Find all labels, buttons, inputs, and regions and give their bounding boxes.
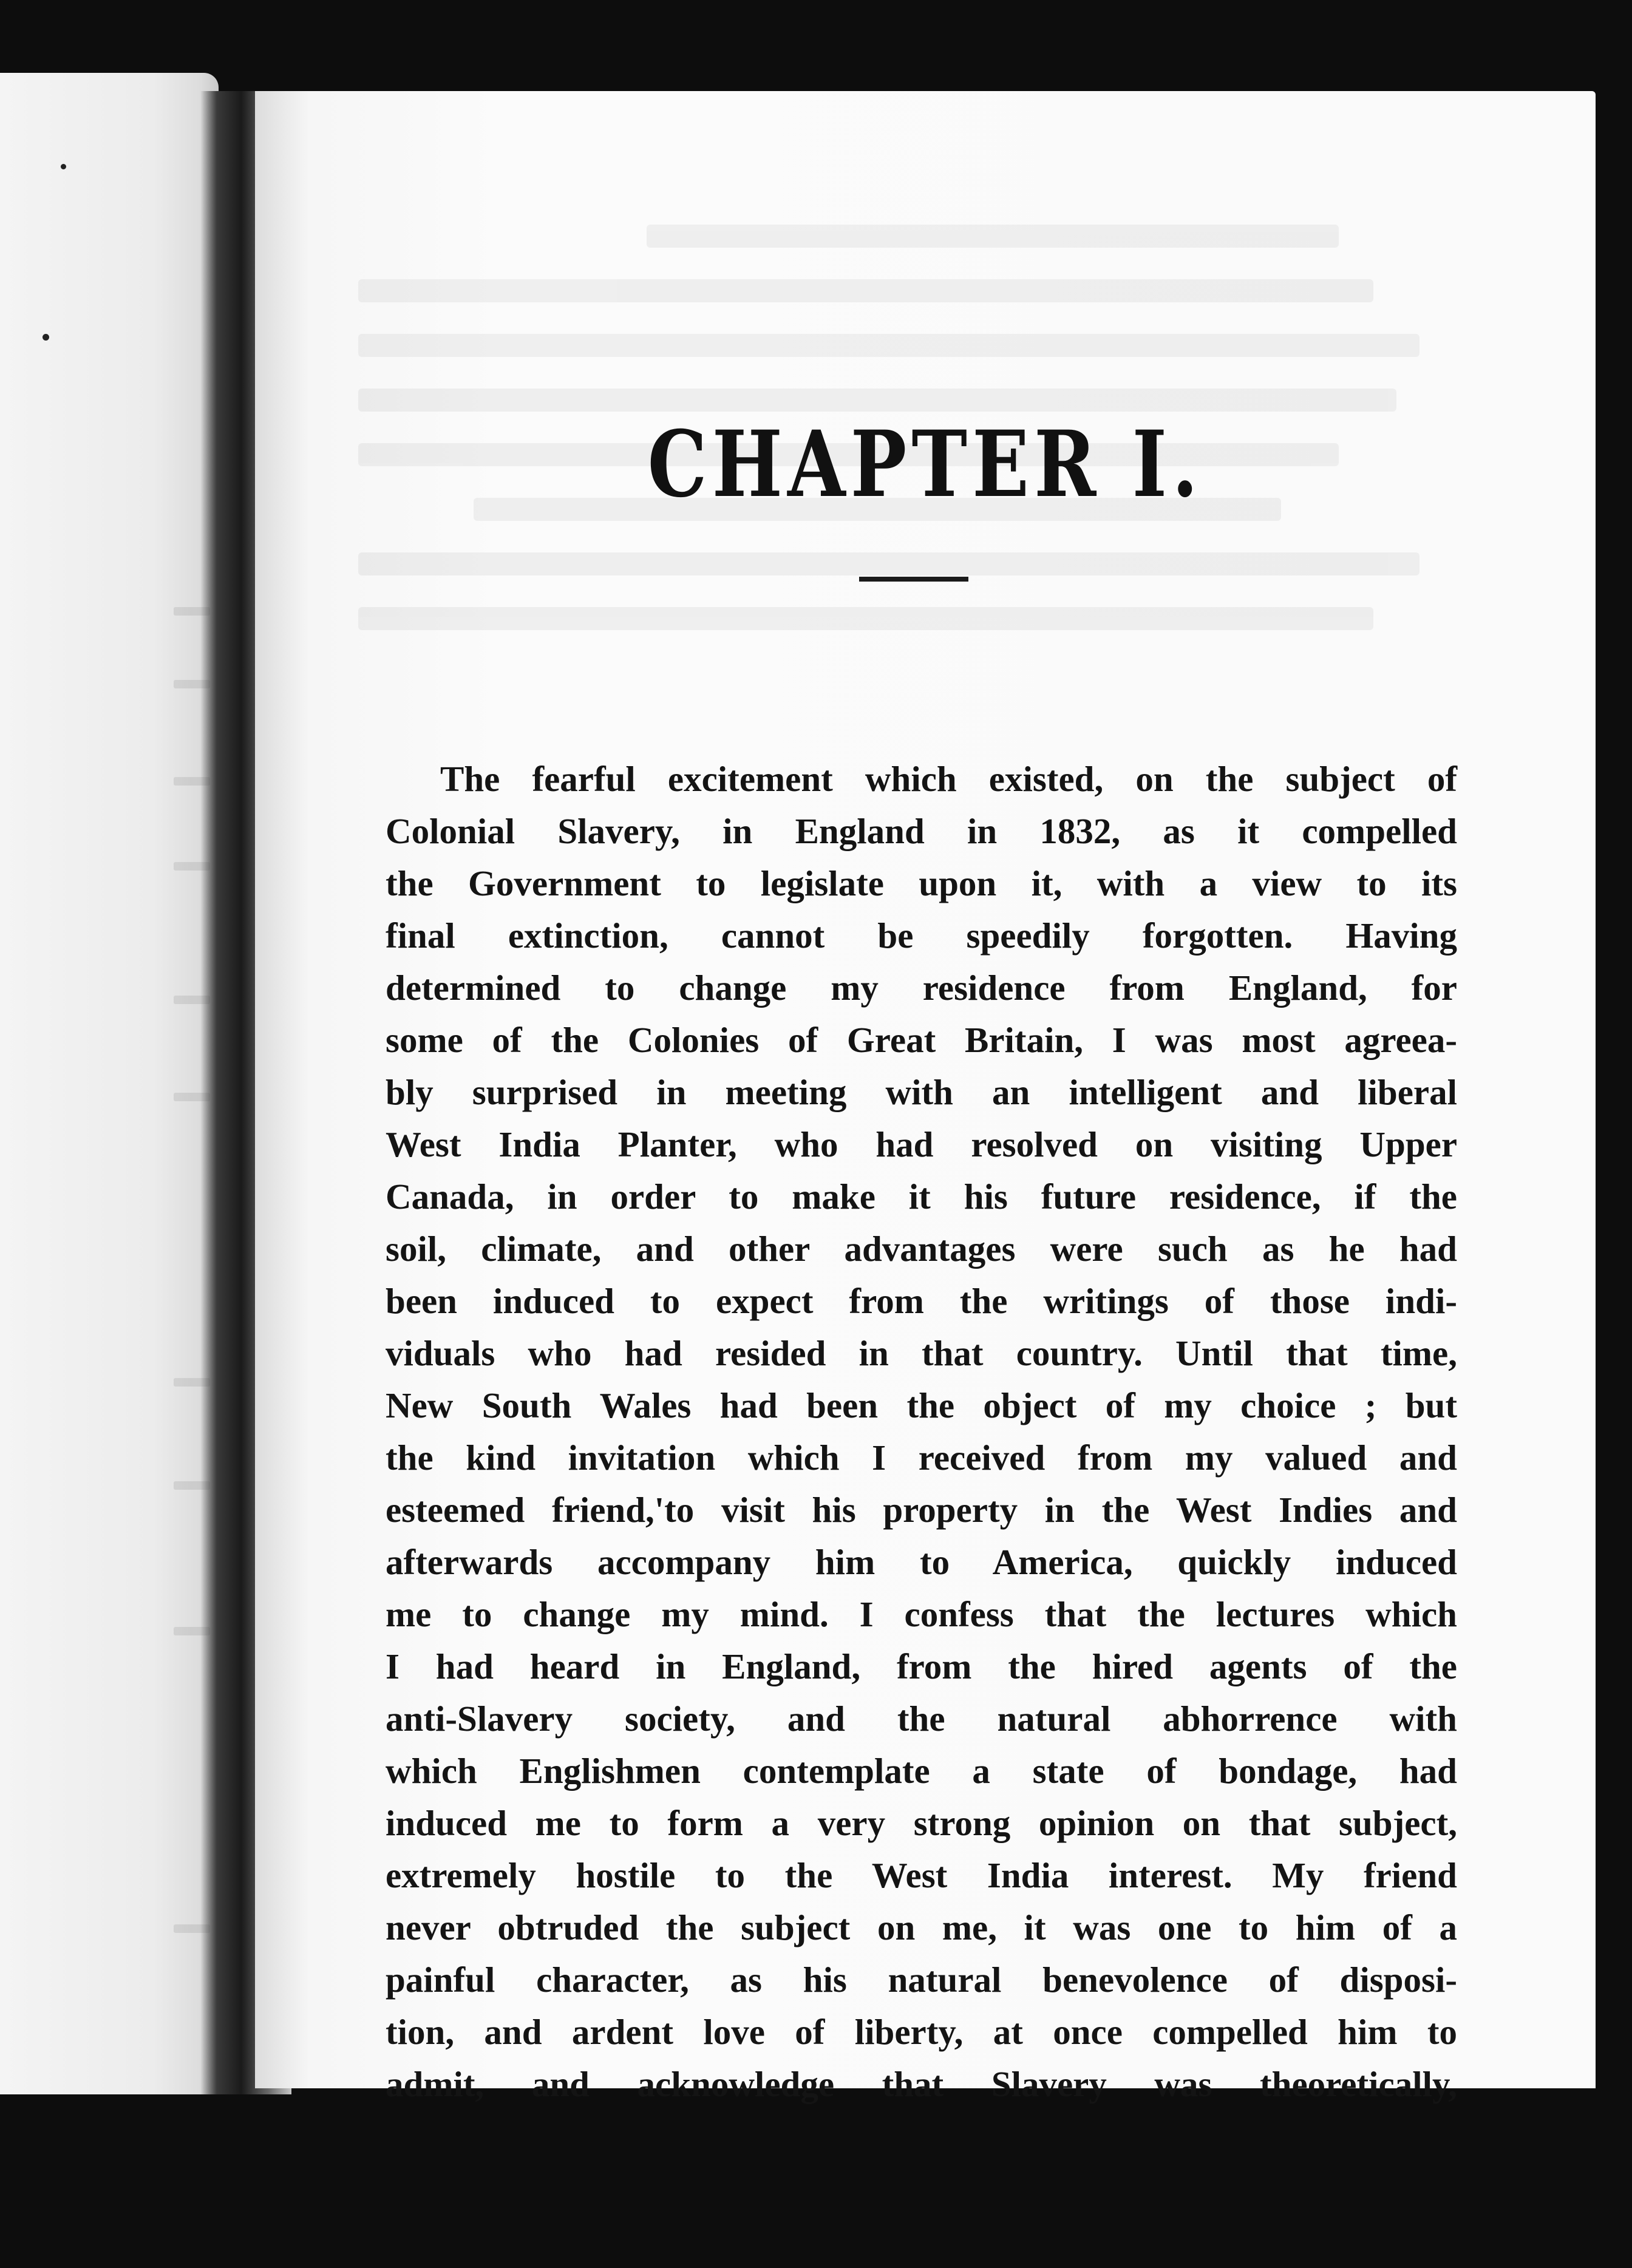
text-line: Colonial Slavery, in England in 1832, as it compelled <box>386 811 1457 851</box>
text-line: afterwards accompany him to America, quickly induced <box>386 1542 1457 1582</box>
text-line: the kind invitation which I received from my valued and <box>386 1438 1457 1478</box>
text-line: I had heard in England, from the hired agents of the <box>386 1646 1457 1686</box>
text-line: never obtruded the subject on me, it was one to him of a <box>386 1907 1457 1947</box>
text-line: me to change my mind. I confess that the lectures which <box>386 1594 1457 1634</box>
text-line: tion, and ardent love of liberty, at once compelled him to <box>386 2012 1457 2052</box>
text-line: soil, climate, and other advantages were such as he had <box>386 1229 1457 1269</box>
chapter-heading: CHAPTER I. <box>647 411 1203 518</box>
ink-speck <box>42 334 49 341</box>
book-page <box>255 91 1596 2104</box>
text-line: viduals who had resided in that country. Until that time, <box>386 1333 1457 1373</box>
text-line: which Englishmen contemplate a state of bondage, had <box>386 1751 1457 1791</box>
text-line: extremely hostile to the West India interest. My friend <box>386 1855 1457 1895</box>
text-line: bly surprised in meeting with an intelligent and liberal <box>386 1072 1457 1112</box>
text-line: anti-Slavery society, and the natural abhorrence with <box>386 1699 1457 1739</box>
text-line: painful character, as his natural benevolence of disposi- <box>386 1960 1457 2000</box>
text-line: admit, and acknowledge that Slavery was theoretically, <box>386 2064 1457 2104</box>
text-line: determined to change my residence from England, for <box>386 968 1457 1008</box>
text-line: Canada, in order to make it his future residence, if the <box>386 1176 1457 1217</box>
chapter-body <box>386 753 1457 2110</box>
text-line: esteemed friend,'to visit his property in the West Indies and <box>386 1490 1457 1530</box>
text-line: induced me to form a very strong opinion on that subject, <box>386 1803 1457 1843</box>
text-line: The fearful excitement which existed, on the subject of <box>440 759 1457 799</box>
text-line: New South Wales had been the object of my choice ; but <box>386 1385 1457 1425</box>
heading-rule <box>859 577 968 582</box>
text-line: the Government to legislate upon it, with a view to its <box>386 863 1457 903</box>
text-line: some of the Colonies of Great Britain, I was most agreea- <box>386 1020 1457 1060</box>
text-line: been induced to expect from the writings of those indi- <box>386 1281 1457 1321</box>
text-line: West India Planter, who had resolved on visiting Upper <box>386 1124 1457 1164</box>
ink-speck <box>61 164 66 169</box>
text-line: final extinction, cannot be speedily forgotten. Having <box>386 915 1457 956</box>
facing-page-left <box>0 73 219 2094</box>
